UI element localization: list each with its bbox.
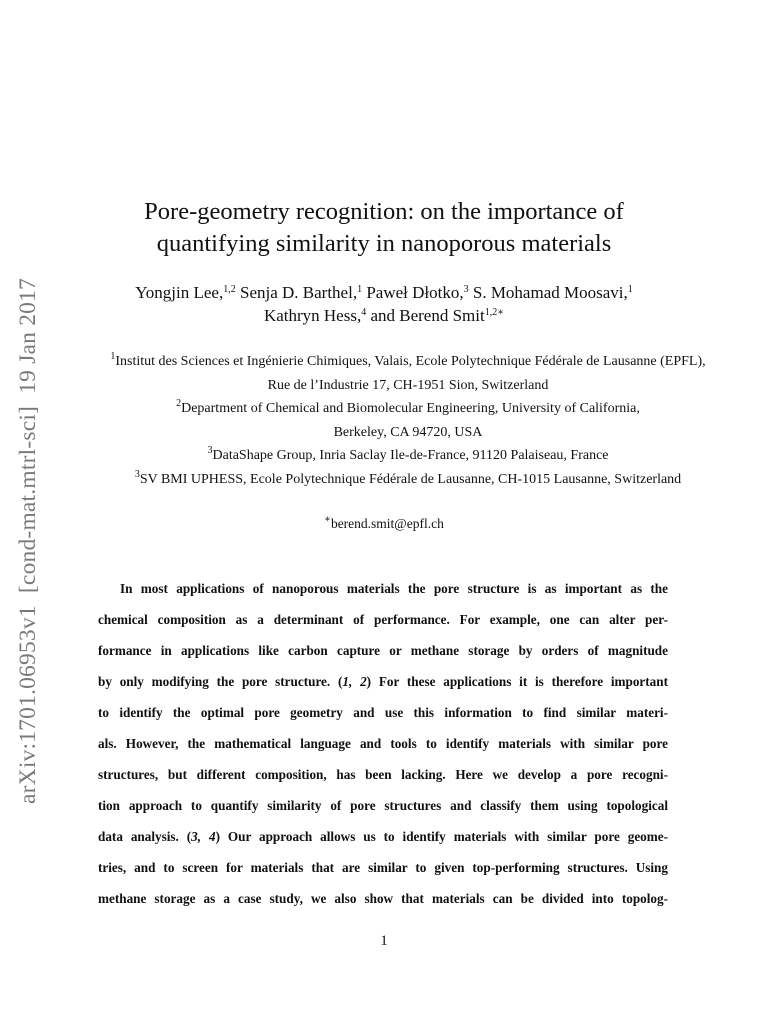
title-line-2: quantifying similarity in nanoporous materials <box>156 230 612 257</box>
authors-line-1 <box>80 281 688 304</box>
arxiv-identifier-stamp <box>0 232 54 804</box>
abstract-paragraph <box>98 573 668 914</box>
affiliation-line <box>52 468 764 492</box>
author-name: Paweł Dłotko, <box>362 283 464 302</box>
author-affiliation-marker: 1 <box>627 284 633 295</box>
author-name: Senja D. Barthel, <box>235 283 358 302</box>
author-affiliation-marker: 1 <box>357 284 363 295</box>
corresponding-email <box>80 515 688 533</box>
abstract-line: to identify the optimal pore geometry and use this information to find similar materi- <box>98 705 668 720</box>
abstract-line: als. However, the mathematical language and tools to identify materials with similar pore <box>98 736 668 751</box>
affiliation-line <box>52 350 764 374</box>
page-number: 1 <box>380 933 388 949</box>
author-affiliation-marker: 3 <box>463 284 469 295</box>
affiliation-marker: 3 <box>134 468 140 480</box>
author-affiliation-marker: 1,2∗ <box>484 307 505 318</box>
affiliation-line <box>52 444 764 468</box>
author-affiliation-marker: 4 <box>361 307 367 318</box>
authors-line-2 <box>80 304 688 327</box>
author-name: S. Mohamad Moosavi, <box>468 283 628 302</box>
abstract-line: by only modifying the pore structure. (1, 2) For these applications it is therefore important <box>98 674 668 689</box>
affiliation-marker: 3 <box>207 445 213 456</box>
author-affiliation-marker: 1,2 <box>223 284 236 295</box>
corresponding-author-marker: ∗ <box>324 514 331 525</box>
affiliation-text: SV BMI UPHESS, Ecole Polytechnique Fédérale de Lausanne, CH-1015 Lausanne, Switzerland <box>139 471 682 487</box>
affiliation-text: DataShape Group, Inria Saclay Ile-de-France, 91120 Palaiseau, France <box>212 448 609 463</box>
affiliation-text: Institut des Sciences et Ingénierie Chimiques, Valais, Ecole Polytechnique Fédérale de Lausanne (EPFL), <box>115 354 706 369</box>
paper-title <box>80 196 688 260</box>
abstract-line: In most applications of nanoporous materials the pore structure is as important as the <box>120 581 668 596</box>
title-line-1: Pore-geometry recognition: on the importance of <box>144 198 624 225</box>
abstract-line: tries, and to screen for materials that are similar to given top-performing structures. Using <box>98 860 668 875</box>
abstract-line: chemical composition as a determinant of performance. For example, one can alter per- <box>98 612 668 627</box>
affiliation-text: Rue de l’Industrie 17, CH-1951 Sion, Switzerland <box>267 377 549 393</box>
abstract-line: methane storage as a case study, we also show that materials can be divided into topolog- <box>98 891 668 906</box>
abstract-line: formance in applications like carbon capture or methane storage by orders of magnitude <box>98 643 668 658</box>
abstract-line: data analysis. (3, 4) Our approach allows us to identify materials with similar pore geome- <box>98 829 669 844</box>
affiliation-list <box>52 350 764 491</box>
author-name: and Berend Smit <box>366 306 485 325</box>
arxiv-identifier-text: arXiv:1701.06953v1 [cond-mat.mtrl-sci] 19 Jan 2017 <box>15 278 41 804</box>
citation-numbers: 1, 2 <box>342 674 367 689</box>
abstract-line: tion approach to quantify similarity of pore structures and classify them using topological <box>98 798 668 813</box>
affiliation-text: Berkeley, CA 94720, USA <box>333 424 483 440</box>
abstract-line: structures, but different composition, has been lacking. Here we develop a pore recogni- <box>98 767 668 782</box>
email-address: berend.smit@epfl.ch <box>330 516 444 531</box>
affiliation-line <box>52 421 764 445</box>
affiliation-text: Department of Chemical and Biomolecular Engineering, University of California, <box>181 401 640 416</box>
affiliation-line <box>52 374 764 398</box>
author-list <box>80 281 688 327</box>
citation-numbers: 3, 4 <box>191 829 216 844</box>
author-name: Kathryn Hess, <box>263 306 362 325</box>
author-name: Yongjin Lee, <box>135 283 224 302</box>
affiliation-line <box>52 397 764 421</box>
affiliation-marker: 2 <box>176 398 182 409</box>
affiliation-marker: 1 <box>110 351 116 362</box>
